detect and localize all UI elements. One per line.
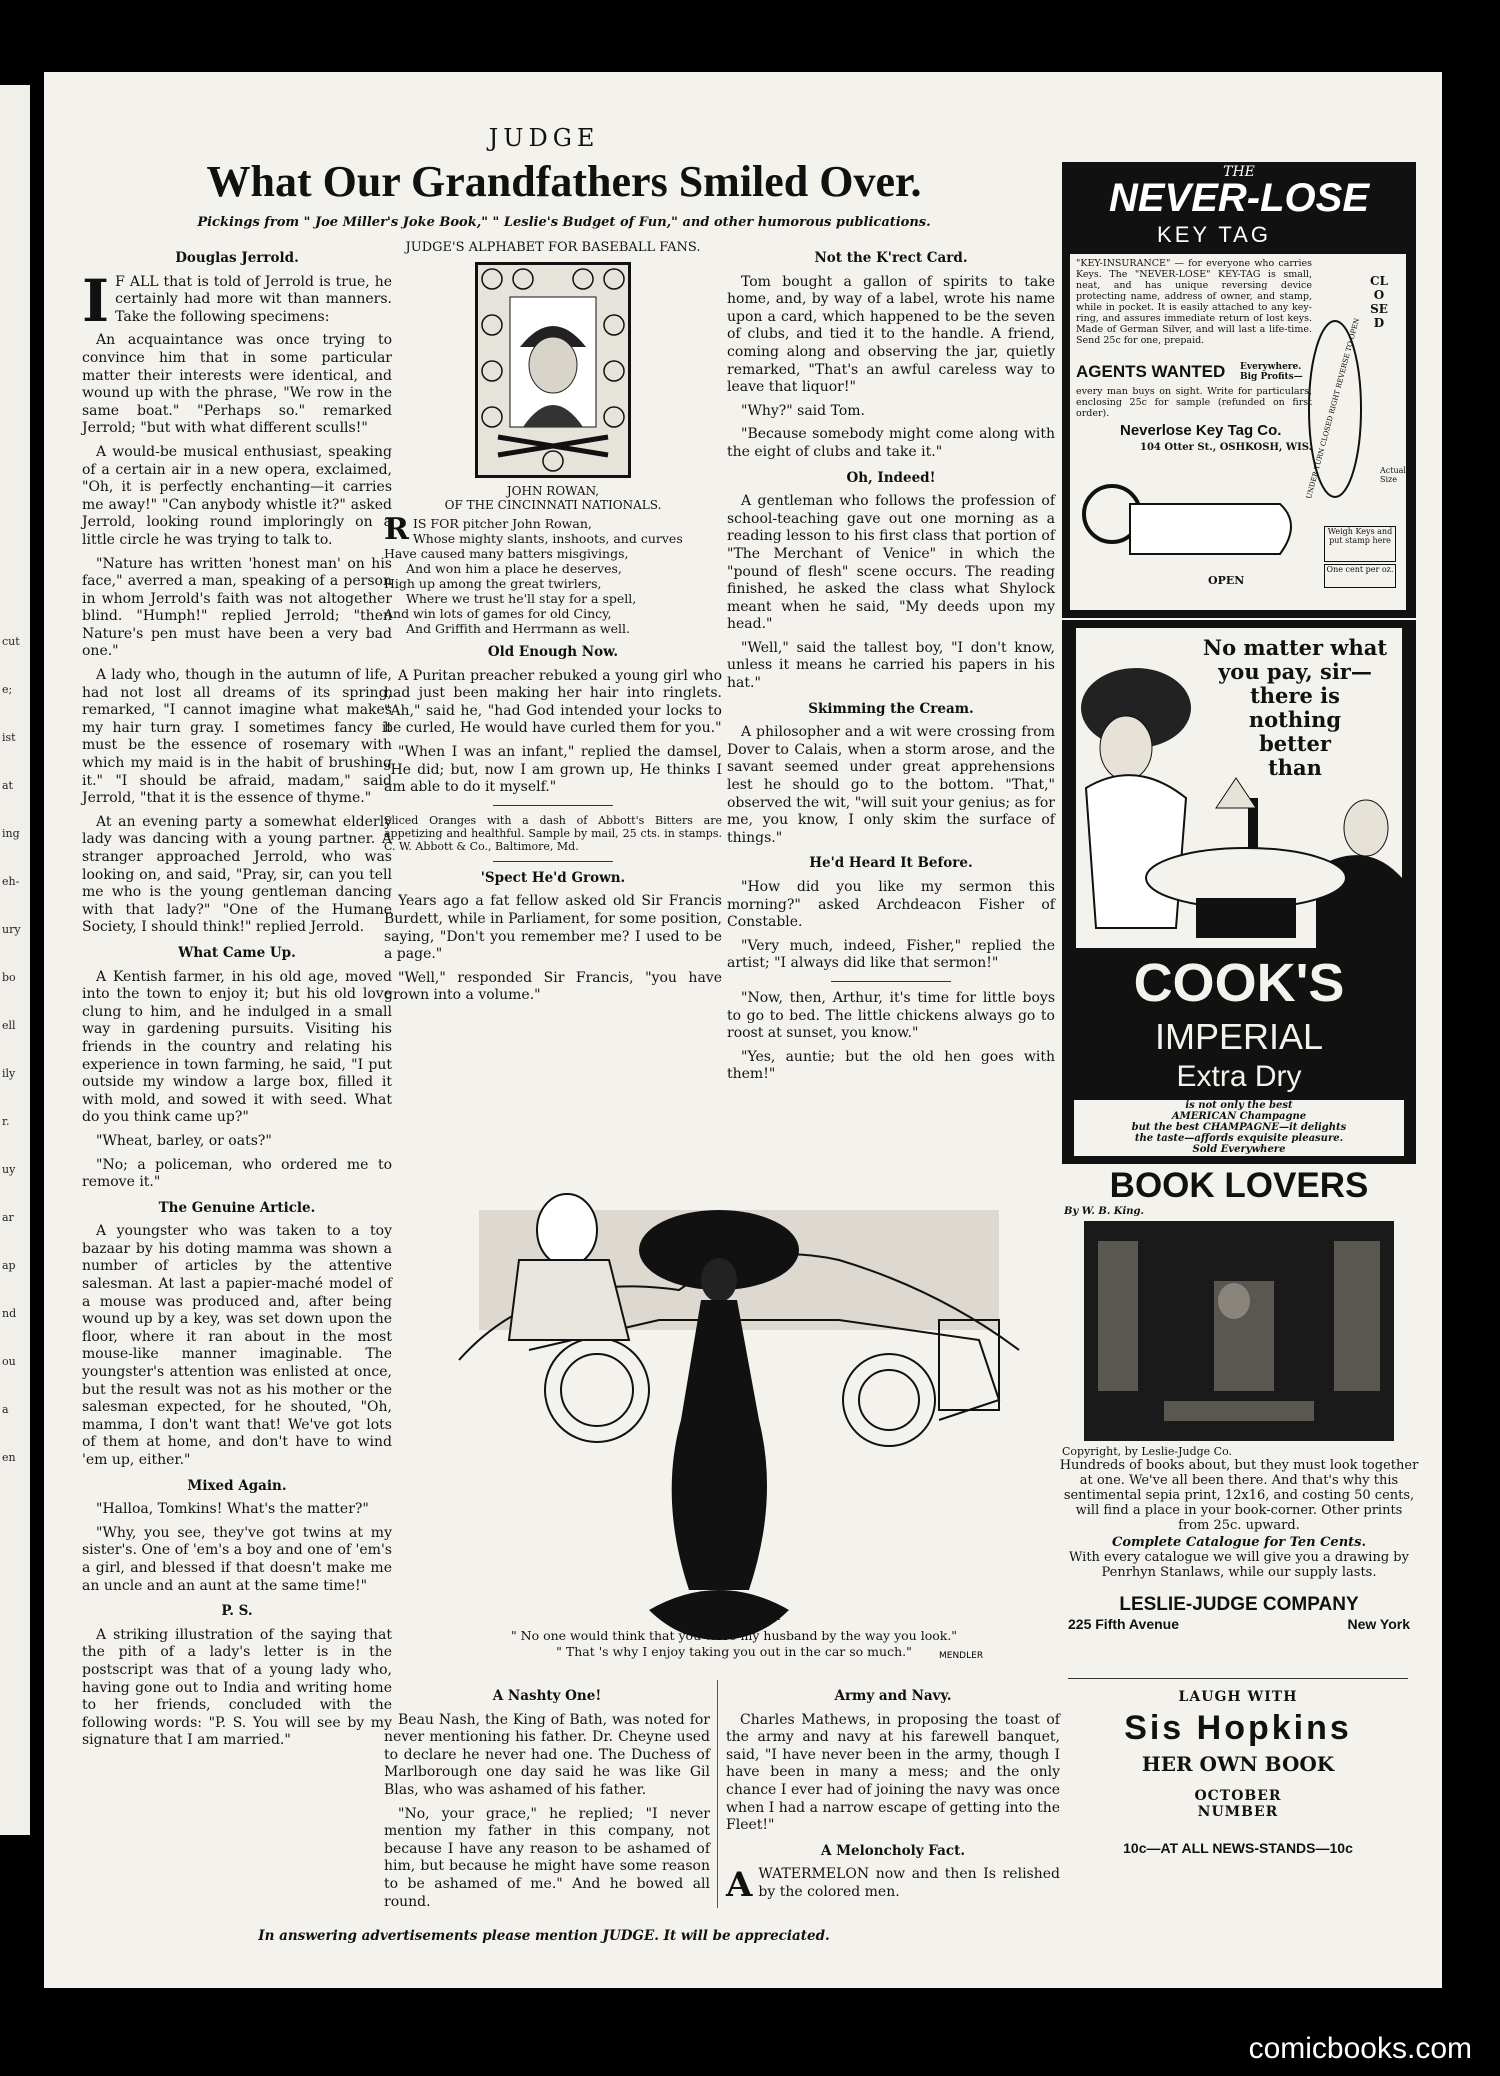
fragment-text: ap (2, 1259, 16, 1272)
cartoon-title: TIT FOR TAT. (686, 1608, 782, 1624)
key-tag-illustration (1300, 314, 1370, 504)
heading-genuine-article: The Genuine Article. (158, 1199, 316, 1216)
column-3 (727, 242, 1055, 1090)
heading-ps: P. S. (221, 1603, 253, 1620)
tag-closed-label: CLOSED (1370, 274, 1388, 330)
fragment-text: cut (2, 635, 20, 648)
paragraph: "No, your grace," he replied; "I never mention my father in this company, not because I have any reason to be ashamed of him, but because he might have some reason to be ashamed of me." And he bowed all round. (384, 1805, 710, 1910)
paragraph: "Well," said the tallest boy, "I don't know, unless it means he carried his papers in his hat." (727, 639, 1055, 692)
paragraph: Charles Mathews, in proposing the toast of the army and navy at his farewell banquet, said, "I have never been in the army, though I have been in many a mess; and the only chance I ever had of joining the navy was once when I had a narrow escape of getting into the Fleet!" (726, 1711, 1060, 1834)
paragraph: "Now, then, Arthur, it's time for little boys to go to bed. The little chickens always go to roost at sunset, you know." (727, 989, 1055, 1042)
watermark: comicbooks.com (1248, 2032, 1472, 2065)
paragraph: "Halloa, Tomkins! What's the matter?" (96, 1501, 369, 1518)
paragraph: An acquaintance was once trying to convince him that in some particular matter their interests were identical, and wound up with the phrase, "We row in the same boat." "Perhaps so." remarked Jerrold; "but with what different sculls!" (82, 332, 392, 437)
heading-a-nashty-one: A Nashty One! (492, 1688, 602, 1704)
fragment-text: ell (2, 1019, 16, 1032)
fragment-text: ily (2, 1067, 16, 1080)
heading-hed-heard-it-before: He'd Heard It Before. (809, 855, 973, 872)
baseball-verse: RIS FOR pitcher John Rowan, Whose mighty slants, inshoots, and curves Have caused many batters misgivings, And won him a place he deserves, High up among the great twirlers, Where we trust he'll stay for a spell, And win lots of games for old Cincy, And Griffith and Herrmann as well. (384, 512, 683, 636)
portrait-caption-name: JOHN ROWAN, (506, 484, 600, 498)
paragraph: Beau Nash, the King of Bath, was noted for never mentioning his father. Dr. Cheyne used to declare he never had one. The Duchess of Marlborough one day said he was like Gil Blas, who was ashamed of his father. (384, 1711, 710, 1798)
company-address: 104 Otter St., OSHKOSH, WIS. (1140, 442, 1313, 453)
cartoon-caption-line-1: " No one would think that you were my husband by the way you look." (510, 1628, 958, 1643)
never-lose-ad (1062, 162, 1416, 618)
cooks-extra-dry: Extra Dry (1176, 1060, 1302, 1093)
cartoon-caption-line-2: " That 's why I enjoy taking you out in the car so much." (556, 1644, 912, 1659)
cooks-imperial: IMPERIAL (1154, 1016, 1324, 1057)
street-address: 225 Fifth Avenue (1068, 1616, 1179, 1632)
tag-open-label: OPEN (1208, 574, 1245, 587)
catalogue-offer: Complete Catalogue for Ten Cents. (1111, 1535, 1366, 1550)
portrait-caption-team: OF THE CINCINNATI NATIONALS. (444, 498, 662, 512)
postage-box: One cent per oz. (1324, 564, 1396, 588)
paragraph: "Wheat, barley, or oats?" (96, 1132, 272, 1149)
cooks-tagline: No matter what you pay, sir— there is nothing better than (1202, 635, 1388, 780)
masthead: JUDGE (488, 124, 600, 152)
paragraph: A gentleman who follows the profession of school-teaching gave out one morning as a reading lesson to his first class that portion of "The Merchant of Venice" in which the "pound of flesh" scene occurs. The reading finished, he asked the class what Shylock meant when he said, "My deeds upon my head." (727, 493, 1055, 633)
paragraph: "Nature has written 'honest man' on his face," averred a man, speaking of a person in whom Jerrold's faith was not altogether blind. "Humph!" replied Jerrold; "then Nature's pen must have been a very bad one." (82, 555, 392, 660)
book-lovers-byline: By W. B. King. (1064, 1206, 1145, 1217)
fragment-text: ar (2, 1211, 14, 1224)
actual-size-label: Actual Size (1380, 466, 1406, 484)
heading-meloncholy-fact: A Meloncholy Fact. (820, 1842, 966, 1859)
agents-copy: every man buys on sight. Write for particulars, enclosing 25c for sample (refunded on first order). (1076, 386, 1312, 419)
paragraph: A youngster who was taken to a toy bazaar by his doting mamma was shown a number of articles by the attentive salesman. At last a papier-maché model of a mouse was produced and, after being wound up by a key, was set down upon the floor, where it ran about in the most mouse-like manner imaginable. The youngster's attention was enlisted at once, but the result was not as his mother or the salesman expected, for he shouted, "Oh, mamma, I don't want that! We've got lots of them at home, and don't have to wind 'em up, either." (82, 1223, 392, 1468)
paragraph: "How did you like my sermon this morning?" asked Archdeacon Fisher of Constable. (727, 879, 1055, 931)
fragment-text: bo (2, 971, 16, 984)
alphabet-heading: JUDGE'S ALPHABET FOR BASEBALL FANS. (405, 240, 701, 255)
paragraph: At an evening party a somewhat elderly lady was dancing with a young partner. A stranger approached Jerrold, who was looking on, and said, "Pray, sir, can you tell me who is the young gentleman dancing with that lady?" "One of the Humane Society, I should think!" replied Jerrold. (82, 813, 392, 936)
paragraph: "No; a policeman, who ordered me to remove it." (82, 1156, 392, 1191)
book-lovers-print (1084, 1221, 1394, 1441)
paragraph: A Kentish farmer, in his old age, moved into the town to enjoy it; but his old love clung to him, and he indulged in a small way in gardening pursuits. Visiting his friends in the country and relating his experience in town farming, he said, "I put outside my window a large box, filled it with mold, and sowed it with seed. What do you think came up?" (82, 968, 392, 1126)
ad-brand: NEVER-LOSE (1108, 176, 1370, 220)
paragraph: A striking illustration of the saying that the pith of a lady's letter is in the postscript was that of a young lady who, having gone out to India and writing home to her friends, concluded with the following words: "P. S. You will see by my signature that I am married." (82, 1626, 392, 1749)
drop-cap: A (726, 1865, 753, 1906)
paragraph: Tom bought a gallon of spirits to take home, and, by way of a label, wrote his name upon a card, which happened to be the seven of clubs, and tied it to the handle. A friend, coming along and observing the jar, quietly remarked, "That's an awful careless way to leave that liquor!" (727, 273, 1055, 396)
heading-army-and-navy: Army and Navy. (834, 1688, 952, 1704)
baseball-player-portrait (478, 265, 628, 475)
column-2-bottom (384, 1680, 710, 1917)
heading-what-came-up: What Came Up. (178, 944, 296, 961)
artist-signature: MENDLER (939, 1651, 984, 1661)
fragment-text: en (2, 1451, 16, 1464)
price-line: 10c—AT ALL NEWS-STANDS—10c (1123, 1840, 1353, 1856)
sis-hopkins-title: Sis Hopkins (1124, 1709, 1352, 1747)
paragraph: A philosopher and a wit were crossing from Dover to Calais, when a storm arose, and the savant seemed under great apprehensions lest he should go to the bottom. "That," observed the wit, "will suit your genius; as for me, you know, I only skim the surface of things." (727, 724, 1055, 846)
divider (831, 981, 951, 982)
heading-douglas-jerrold: Douglas Jerrold. (175, 250, 299, 266)
fragment-text: nd (2, 1307, 17, 1320)
sis-hopkins-ad (1068, 1678, 1408, 1856)
fragment-text: r. (2, 1115, 10, 1128)
page-subtitle: Pickings from " Joe Miller's Joke Book," " Leslie's Budget of Fun," and other humorous publications. (197, 215, 931, 230)
paragraph: A lady who, though in the autumn of life, had not lost all dreams of its spring, remarked, "I cannot imagine what makes my hair turn gray. I sometimes fancy it must be the essence of rosemary with which my maid is in the habit of brushing it." "I should be afraid, madam," said Jerrold, "that it is the essence of thyme." (82, 667, 392, 807)
heading-skimming-the-cream: Skimming the Cream. (808, 700, 974, 717)
fragment-text: ury (2, 923, 21, 936)
page-title: What Our Grandfathers Smiled Over. (206, 157, 922, 206)
fragment-text: at (2, 779, 13, 792)
paragraph: "Why, you see, they've got twins at my sister's. One of 'em's a boy and one of 'em's a girl, and blessed if that doesn't make me an uncle and an aunt at the same time!" (82, 1524, 392, 1594)
leslie-judge-company: LESLIE-JUDGE COMPANY (1119, 1594, 1359, 1615)
book-lovers-ad (1058, 1166, 1420, 1632)
paragraph: "When I was an infant," replied the damsel, "He did; but, now I am grown up, He thinks I am able to do it myself." (384, 743, 722, 796)
heading-spect-hed-grown: 'Spect He'd Grown. (480, 869, 626, 886)
book-lovers-title: BOOK LOVERS (1109, 1166, 1369, 1205)
paragraph: "Because somebody might come along with the eight of clubs and take it." (727, 426, 1055, 460)
cooks-imperial-ad (1062, 620, 1416, 1164)
paragraph: A Puritan preacher rebuked a young girl who had just been making her hair into ringlets. "Ah," said he, "had God intended your locks to be curled, He would have curled them for you." (384, 667, 722, 737)
cooks-brand: COOK'S (1133, 953, 1345, 1013)
agents-wanted: AGENTS WANTED (1076, 362, 1226, 381)
heading-oh-indeed: Oh, Indeed! (846, 469, 936, 486)
column-1 (82, 242, 392, 1756)
tag-text: UNDER TURN CLOSED RIGHT REVERSE TO OPEN (1305, 317, 1362, 500)
divider (493, 805, 613, 806)
heading-not-the-krect-card: Not the K'rect Card. (814, 250, 968, 266)
footer-note: In answering advertisements please mention JUDGE. It will be appreciated. (258, 1928, 830, 1944)
fragment-text: ist (2, 731, 16, 744)
october: OCTOBER (1194, 1788, 1282, 1804)
company-name: Neverlose Key Tag Co. (1120, 422, 1282, 439)
ad-the: THE (1223, 164, 1255, 180)
cooks-small-print: is not only the best AMERICAN Champagne but the best CHAMPAGNE—it delights the taste—affords exquisite pleasure. Sold Everywhere (1074, 1100, 1404, 1156)
fragment-text: eh- (2, 875, 20, 888)
ad-copy: "KEY-INSURANCE" — for everyone who carries Keys. The "NEVER-LOSE" KEY-TAG is small, neat, and has unique reversing device protecting name, address of owner, and stamp, while in pocket. It is easily attached to any key-ring, and assures immediate return of lost keys. Made of German Silver, and will last a life-time. Send 25c for one, prepaid. (1076, 258, 1312, 346)
paragraph: Years ago a fat fellow asked old Sir Francis Burdett, while in Parliament, for some position, saying, "Don't you remember me? I used to be a page." (384, 893, 722, 963)
abbotts-bitters-ad: Sliced Oranges with a dash of Abbott's Bitters are appetizing and healthful. Sample by mail, 25 cts. in stamps. C. W. Abbott & Co., Baltimore, Md. (384, 813, 722, 853)
fragment-text: ing (2, 827, 20, 840)
fragment-text: e; (2, 683, 13, 696)
key-ring-illustration (1080, 464, 1310, 584)
paragraph: "Why?" said Tom. (741, 402, 865, 419)
fragment-text: ou (2, 1355, 16, 1368)
divider (493, 861, 613, 862)
portrait-frame (475, 262, 631, 478)
facing-page-edge (0, 85, 30, 1835)
city: New York (1347, 1616, 1410, 1632)
weigh-keys-box: Weigh Keys and put stamp here (1324, 526, 1396, 562)
laugh-with: LAUGH WITH (1178, 1689, 1298, 1705)
paragraph: "Very much, indeed, Fisher," replied the artist; "I always did like that sermon!" (727, 937, 1055, 972)
number: NUMBER (1197, 1804, 1279, 1820)
paragraph: AWATERMELON now and then Is relished by the colored men. (726, 1865, 1060, 1906)
catalogue-copy: With every catalogue we will give you a drawing by Penrhyn Stanlaws, while our supply lasts. (1069, 1550, 1409, 1580)
agents-everywhere: Everywhere. Big Profits— (1240, 362, 1303, 382)
tit-for-tat-cartoon (419, 1170, 1059, 1680)
book-lovers-copy: Hundreds of books about, but they must look together at one. We've all been there. And that's why this sentimental sepia print, 12x16, and costing 50 cents, will find a place in your book-corner. Other prints from 25c. upward. (1059, 1458, 1419, 1533)
fragment-text: uy (2, 1163, 16, 1176)
heading-mixed-again: Mixed Again. (187, 1477, 287, 1494)
heading-old-enough-now: Old Enough Now. (487, 644, 619, 660)
ad-body-panel (1070, 254, 1406, 610)
drop-cap: I (82, 266, 110, 335)
verse-drop-cap: R (384, 512, 409, 547)
ad-keytag: KEY TAG (1157, 222, 1271, 247)
column-3-bottom (717, 1680, 1060, 1908)
company-address-line (1058, 1616, 1420, 1632)
column-2 (384, 240, 722, 1011)
book-lovers-copyright: Copyright, by Leslie-Judge Co. (1062, 1445, 1233, 1458)
cooks-illustration-panel (1076, 628, 1402, 948)
paragraph: A would-be musical enthusiast, speaking of a certain air in a new opera, exclaimed, "Oh, it is perfectly enchanting—it carries me away!" "Can anybody whistle it?" asked Jerrold, looking round imploringly on a little circle he was trying to talk to. (82, 443, 392, 548)
paragraph: I F ALL that is told of Jerrold is true, he certainly had more wit than manners. Take the following specimens: (82, 266, 392, 335)
her-own-book: HER OWN BOOK (1141, 1752, 1335, 1776)
paragraph: "Yes, auntie; but the old hen goes with them!" (727, 1048, 1055, 1083)
magazine-page (44, 72, 1442, 1988)
paragraph: "Well," responded Sir Francis, "you have grown into a volume." (384, 969, 722, 1004)
fragment-text: a (2, 1403, 9, 1416)
